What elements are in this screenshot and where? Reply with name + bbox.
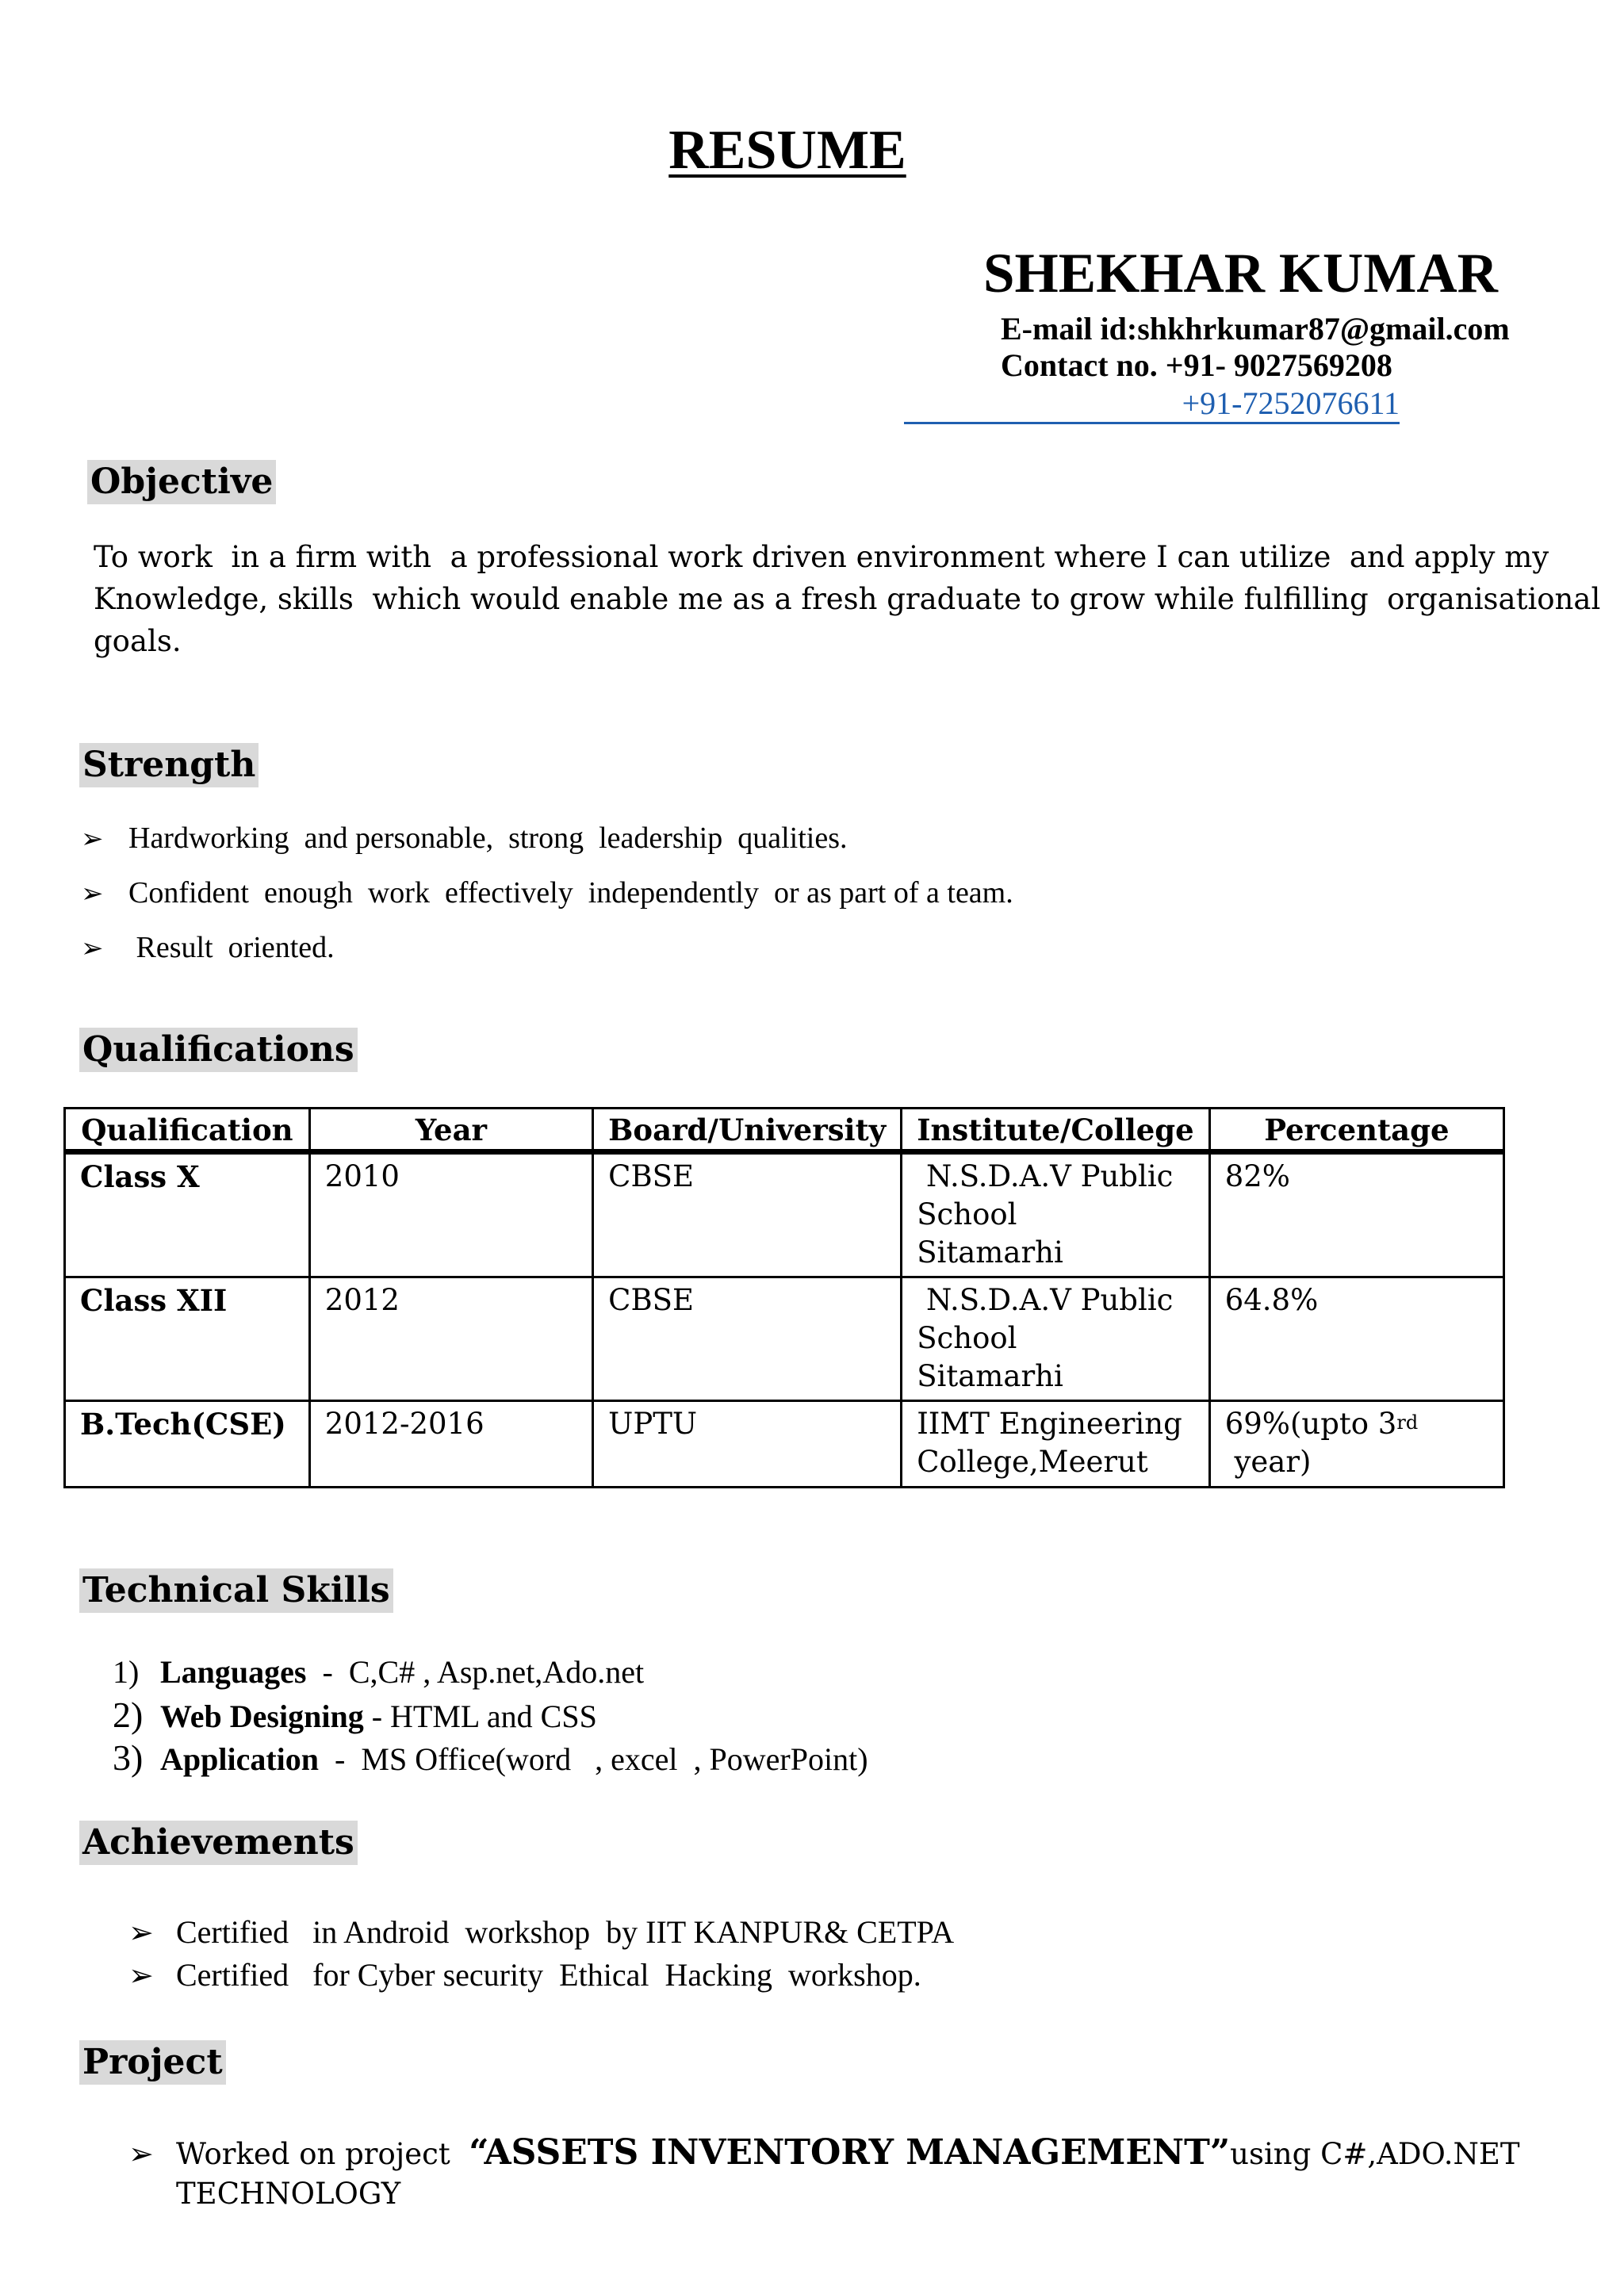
objective-line: goals. (94, 624, 182, 658)
arrow-bullet-icon: ➢ (128, 1915, 154, 1950)
column-header: Year (309, 1109, 592, 1152)
technical-skills-heading: Technical Skills (79, 1568, 393, 1613)
objective-line: To work in a firm with a professional work driven environment where I can utilize and apply my (94, 540, 1549, 574)
strength-heading: Strength (79, 743, 259, 787)
cell-board: CBSE (593, 1277, 902, 1401)
arrow-bullet-icon: ➢ (128, 1958, 154, 1993)
cell-year: 2012 (309, 1277, 592, 1401)
table-row (65, 1277, 1504, 1401)
strength-item: ➢ Result oriented. (81, 929, 335, 967)
table-header-row (65, 1109, 1504, 1152)
strength-item: ➢ Confident enough work effectively independently or as part of a team. (81, 875, 1013, 912)
cell-year: 2012-2016 (309, 1401, 592, 1488)
achievement-item: ➢ Certified for Cyber security Ethical Hacking workshop. (128, 1957, 921, 1993)
project-item: ➢ Worked on project “ASSETS INVENTORY MANAGEMENT”using C#,ADO.NET (128, 2132, 1520, 2173)
skill-item: 2) Web Designing - HTML and CSS (113, 1695, 597, 1735)
cell-board: UPTU (593, 1401, 902, 1488)
candidate-name: SHEKHAR KUMAR (983, 243, 1498, 304)
arrow-bullet-icon: ➢ (81, 823, 104, 855)
arrow-bullet-icon: ➢ (128, 2136, 154, 2171)
cell-institute: N.S.D.A.V Public School Sitamarhi (902, 1277, 1210, 1401)
project-heading: Project (79, 2040, 226, 2085)
achievements-heading: Achievements (79, 1821, 358, 1865)
cell-percentage: 64.8% (1209, 1277, 1503, 1401)
column-header: Percentage (1209, 1109, 1503, 1152)
cell-year: 2010 (309, 1152, 592, 1277)
column-header: Institute/College (902, 1109, 1210, 1152)
table-row (65, 1401, 1504, 1488)
cell-institute: IIMT Engineering College,Meerut (902, 1401, 1210, 1488)
objective-line: Knowledge, skills which would enable me as a fresh graduate to grow while fulfilling organisational (94, 582, 1601, 616)
objective-text (94, 536, 1601, 662)
skill-item: 1) Languages - C,C# , Asp.net,Ado.net (113, 1654, 645, 1690)
arrow-bullet-icon: ➢ (81, 878, 104, 910)
column-header: Qualification (65, 1109, 310, 1152)
cell-qualification: Class X (65, 1152, 310, 1277)
objective-heading: Objective (87, 460, 276, 504)
cell-qualification: B.Tech(CSE) (65, 1401, 310, 1488)
project-line2: TECHNOLOGY (176, 2177, 401, 2211)
phone-line: Contact no. +91- 9027569208 (1001, 347, 1392, 383)
cell-percentage: 69%(upto 3rd year) (1209, 1401, 1503, 1488)
cell-board: CBSE (593, 1152, 902, 1277)
cell-percentage: 82% (1209, 1152, 1503, 1277)
table-row (65, 1152, 1504, 1277)
email-line: E-mail id:shkhrkumar87@gmail.com (1001, 311, 1510, 347)
qualifications-heading: Qualifications (79, 1028, 358, 1072)
cell-institute: N.S.D.A.V Public School Sitamarhi (902, 1152, 1210, 1277)
phone-secondary: +91-7252076611 (904, 385, 1400, 424)
skill-item: 3) Application - MS Office(word , excel , PowerPoint) (113, 1737, 868, 1778)
achievement-item: ➢ Certified in Android workshop by IIT KANPUR& CETPA (128, 1914, 955, 1950)
resume-title: RESUME (668, 120, 906, 181)
cell-qualification: Class XII (65, 1277, 310, 1401)
strength-item: ➢ Hardworking and personable, strong leadership qualities. (81, 820, 848, 857)
qualifications-table (63, 1107, 1505, 1488)
arrow-bullet-icon: ➢ (81, 933, 104, 964)
column-header: Board/University (593, 1109, 902, 1152)
